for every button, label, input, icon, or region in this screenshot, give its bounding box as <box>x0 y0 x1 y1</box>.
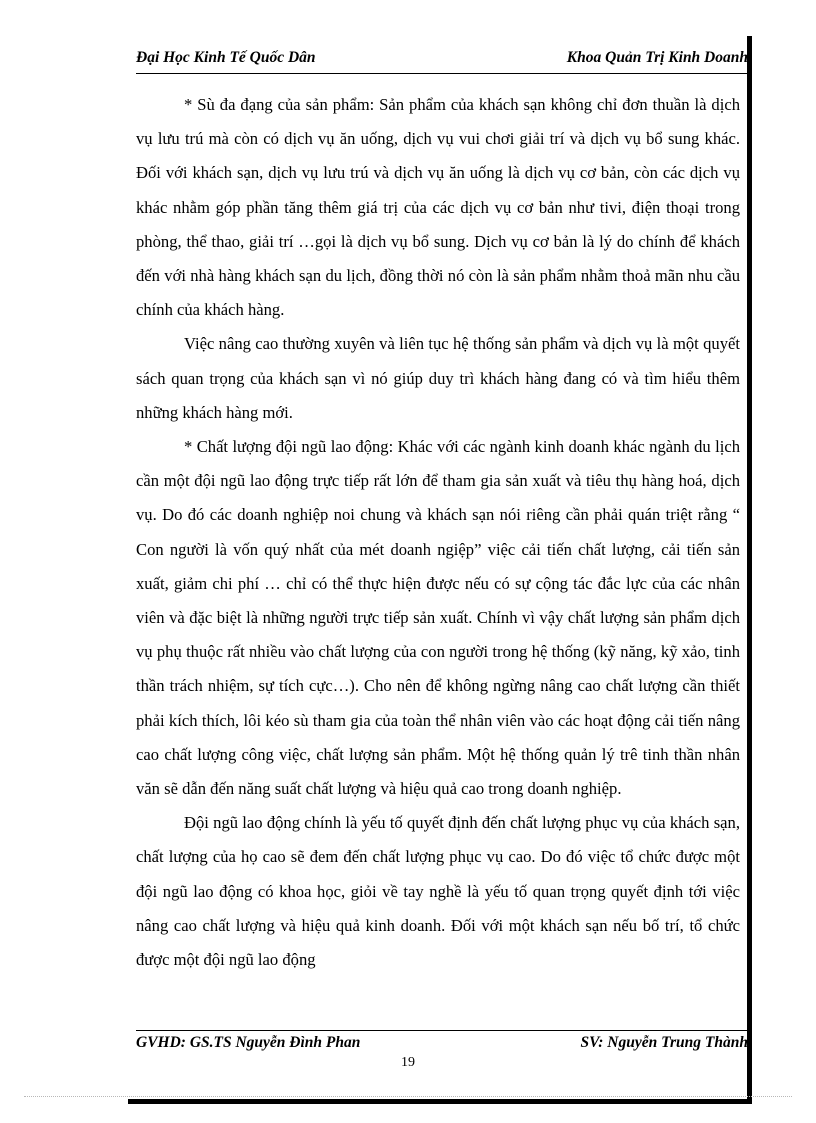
footer-student: SV: Nguyễn Trung Thành <box>580 1034 748 1051</box>
page-break-line <box>24 1096 792 1097</box>
document-body <box>136 88 740 977</box>
header-university: Đại Học Kinh Tế Quốc Dân <box>136 49 316 66</box>
paragraph-service-improvement: Việc nâng cao thường xuyên và liên tục hệ thống sản phẩm và dịch vụ là một quyết sách quan trọng của khách sạn vì nó giúp duy trì khách hàng đang có và tìm hiểu thêm những khách hàng mới. <box>136 334 740 422</box>
page-header <box>136 49 748 74</box>
paragraph-product-diversity: * Sù đa đạng của sản phẩm: Sản phẩm của khách sạn không chỉ đơn thuần là dịch vụ lưu trú mà còn có dịch vụ ăn uống, dịch vụ vui chơi giải trí và dịch vụ bổ sung khác. Đối với khách sạn, dịch vụ lưu trú và dịch vụ ăn uống là dịch vụ cơ bản, còn các dịch vụ khác nhằm góp phần tăng thêm giá trị của các dịch vụ cơ bản như tivi, điện thoại trong phòng, thể thao, giải trí …gọi là dịch vụ bổ sung. Dịch vụ cơ bản là lý do chính để khách đến với nhà hàng khách sạn du lịch, đồng thời nó còn là sản phẩm nhằm thoả mãn nhu cầu chính của khách hàng. <box>136 95 740 320</box>
page-footer <box>136 1030 748 1055</box>
paragraph-labor-force: Đội ngũ lao động chính là yếu tố quyết định đến chất lượng phục vụ của khách sạn, chất lượng của họ cao sẽ đem đến chất lượng phục vụ cao. Do đó việc tổ chức được một đội ngũ lao động có khoa học, giỏi về tay nghề là yếu tố quan trọng quyết định tới việc nâng cao chất lượng và hiệu quả kinh doanh. Đối với một khách sạn nếu bố trí, tổ chức được một đội ngũ lao động <box>136 813 740 970</box>
header-faculty: Khoa Quản Trị Kinh Doanh <box>566 49 748 66</box>
page-number: 19 <box>401 1055 415 1070</box>
paragraph-labor-quality: * Chất lượng đội ngũ lao động: Khác với các ngành kinh doanh khác ngành du lịch cần một đội ngũ lao động trực tiếp rất lớn để tham gia sản xuất và tiêu thụ hàng hoá, dịch vụ. Do đó các doanh nghiệp noi chung và khách sạn nói riêng cần phải quán triệt rằng “ Con người là vốn quý nhất của mét doanh ngiệp” việc cải tiến chất lượng, cải tiến sản xuất, giảm chi phí … chỉ có thể thực hiện được nếu có sự cộng tác đắc lực của các nhân viên và đặc biệt là những người trực tiếp sản xuất. Chính vì vậy chất lượng sản phẩm dịch vụ phụ thuộc rất nhiều vào chất lượng của con người trong hệ thống (kỹ năng, kỹ xảo, tinh thần trách nhiệm, sự tích cực…). Cho nên để không ngừng nâng cao chất lượng cần thiết phải kích thích, lôi kéo sù tham gia của toàn thể nhân viên vào các hoạt động cải tiến nâng cao chất lượng công việc, chất lượng sản phẩm. Một hệ thống quản lý trê tinh thần nhân văn sẽ dẫn đến năng suất chất lượng và hiệu quả cao trong doanh nghiệp. <box>136 437 740 799</box>
footer-supervisor: GVHD: GS.TS Nguyễn Đình Phan <box>136 1034 361 1051</box>
